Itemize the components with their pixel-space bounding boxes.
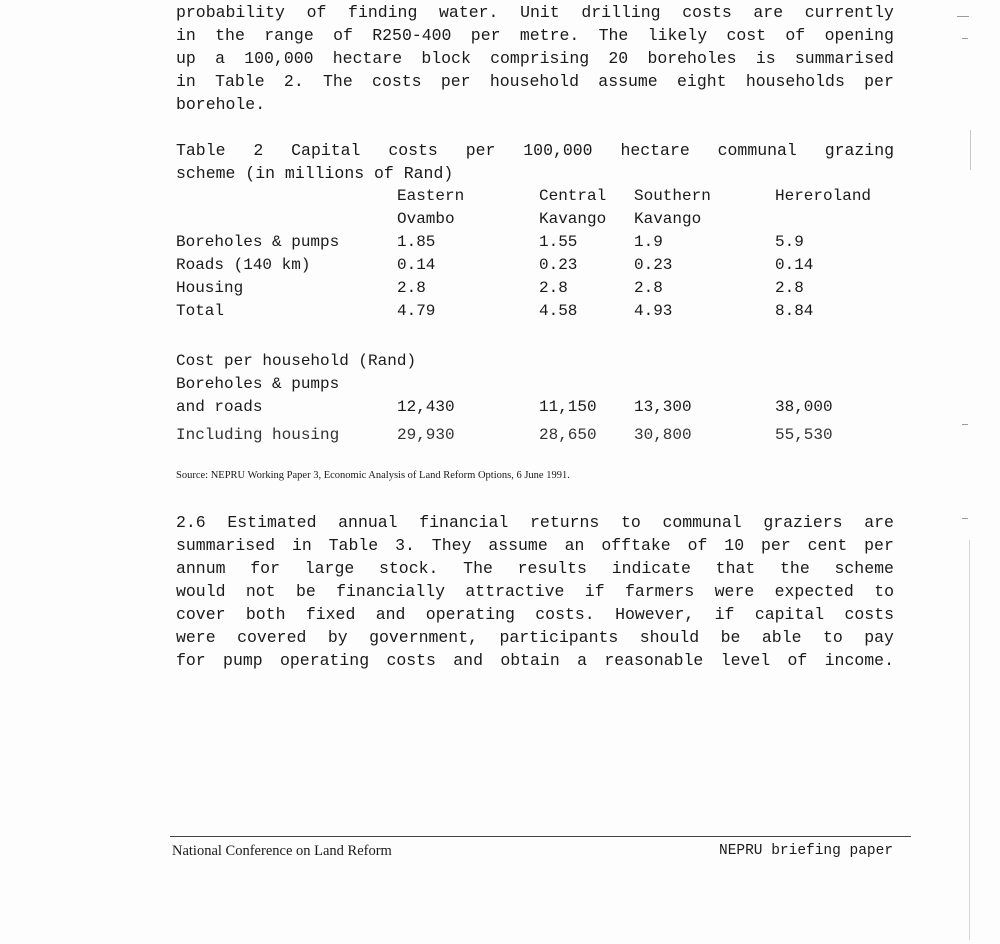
table-source-note: Source: NEPRU Working Paper 3, Economic Analysis of Land Reform Options, 6 June 1991. [176, 470, 570, 481]
scan-mark [962, 38, 968, 39]
footer-rule [170, 836, 911, 837]
table-cell: 5.9 [775, 233, 804, 251]
section-line: cover both fixed and operating costs. However, if capital costs [176, 605, 894, 624]
table-cell: 2.8 [539, 279, 568, 297]
table-cell: 0.23 [634, 256, 673, 274]
section-line: were covered by government, participants should be able to pay [176, 628, 894, 647]
section-line: would not be financially attractive if farmers were expected to [176, 582, 894, 601]
table-cell: 1.9 [634, 233, 663, 251]
table-cell: 1.85 [397, 233, 436, 251]
table-cell: 11,150 [539, 398, 597, 416]
scan-mark [957, 16, 969, 17]
table-row-label: Boreholes & pumps [176, 233, 340, 251]
table-caption-line: Table 2 Capital costs per 100,000 hectare communal grazing [176, 141, 894, 160]
table-cell: 0.23 [539, 256, 578, 274]
intro-paragraph [176, 1, 894, 116]
table-cell: 2.8 [634, 279, 663, 297]
table-cell: 4.79 [397, 302, 436, 320]
table-cell: 2.8 [775, 279, 804, 297]
table-cell: 12,430 [397, 398, 455, 416]
table-cell: 8.84 [775, 302, 814, 320]
table-cell: 38,000 [775, 398, 833, 416]
intro-line: borehole. [176, 95, 266, 114]
table-row-label: and roads [176, 398, 263, 416]
household-heading: Cost per household (Rand) [176, 352, 417, 370]
table-row-label: Total [176, 302, 225, 320]
table-cell: 4.58 [539, 302, 578, 320]
intro-line: in Table 2. The costs per household assume eight households per [176, 72, 894, 91]
column-header-central: Central [539, 187, 607, 205]
footer-left: National Conference on Land Reform [172, 843, 392, 859]
column-header-eastern: Eastern [397, 187, 465, 205]
table-row-label: Housing [176, 279, 244, 297]
scan-mark [962, 518, 968, 519]
table-cell: 13,300 [634, 398, 692, 416]
table-caption-line: scheme (in millions of Rand) [176, 164, 454, 183]
table-cell: 4.93 [634, 302, 673, 320]
column-header-hereroland: Hereroland [775, 187, 872, 205]
intro-line: up a 100,000 hectare block comprising 20 boreholes is summarised [176, 49, 894, 68]
column-header-southern-sub: Kavango [634, 210, 702, 228]
intro-line: probability of finding water. Unit drilling costs are currently [176, 3, 894, 22]
section-2-6-paragraph [176, 511, 894, 672]
table-row-label: Boreholes & pumps [176, 375, 340, 393]
table-cell: 0.14 [397, 256, 436, 274]
section-line: summarised in Table 3. They assume an offtake of 10 per cent per [176, 536, 894, 555]
table-cell: 0.14 [775, 256, 814, 274]
scan-mark [970, 130, 971, 170]
table-row-label: Including housing [176, 426, 340, 444]
footer-right: NEPRU briefing paper [719, 843, 894, 859]
table-cell: 1.55 [539, 233, 578, 251]
scan-mark [969, 540, 970, 940]
table-cell: 30,800 [634, 426, 692, 444]
section-line: 2.6 Estimated annual financial returns to communal graziers are [176, 513, 894, 532]
section-line: annum for large stock. The results indicate that the scheme [176, 559, 894, 578]
column-header-eastern-sub: Ovambo [397, 210, 455, 228]
table-cell: 55,530 [775, 426, 833, 444]
column-header-central-sub: Kavango [539, 210, 607, 228]
scan-mark [962, 424, 968, 425]
table-cell: 28,650 [539, 426, 597, 444]
table-cell: 2.8 [397, 279, 426, 297]
table-caption [176, 139, 894, 185]
table-cell: 29,930 [397, 426, 455, 444]
column-header-southern: Southern [634, 187, 711, 205]
intro-line: in the range of R250-400 per metre. The likely cost of opening [176, 26, 894, 45]
table-row-label: Roads (140 km) [176, 256, 311, 274]
section-line: for pump operating costs and obtain a reasonable level of income. [176, 651, 894, 670]
